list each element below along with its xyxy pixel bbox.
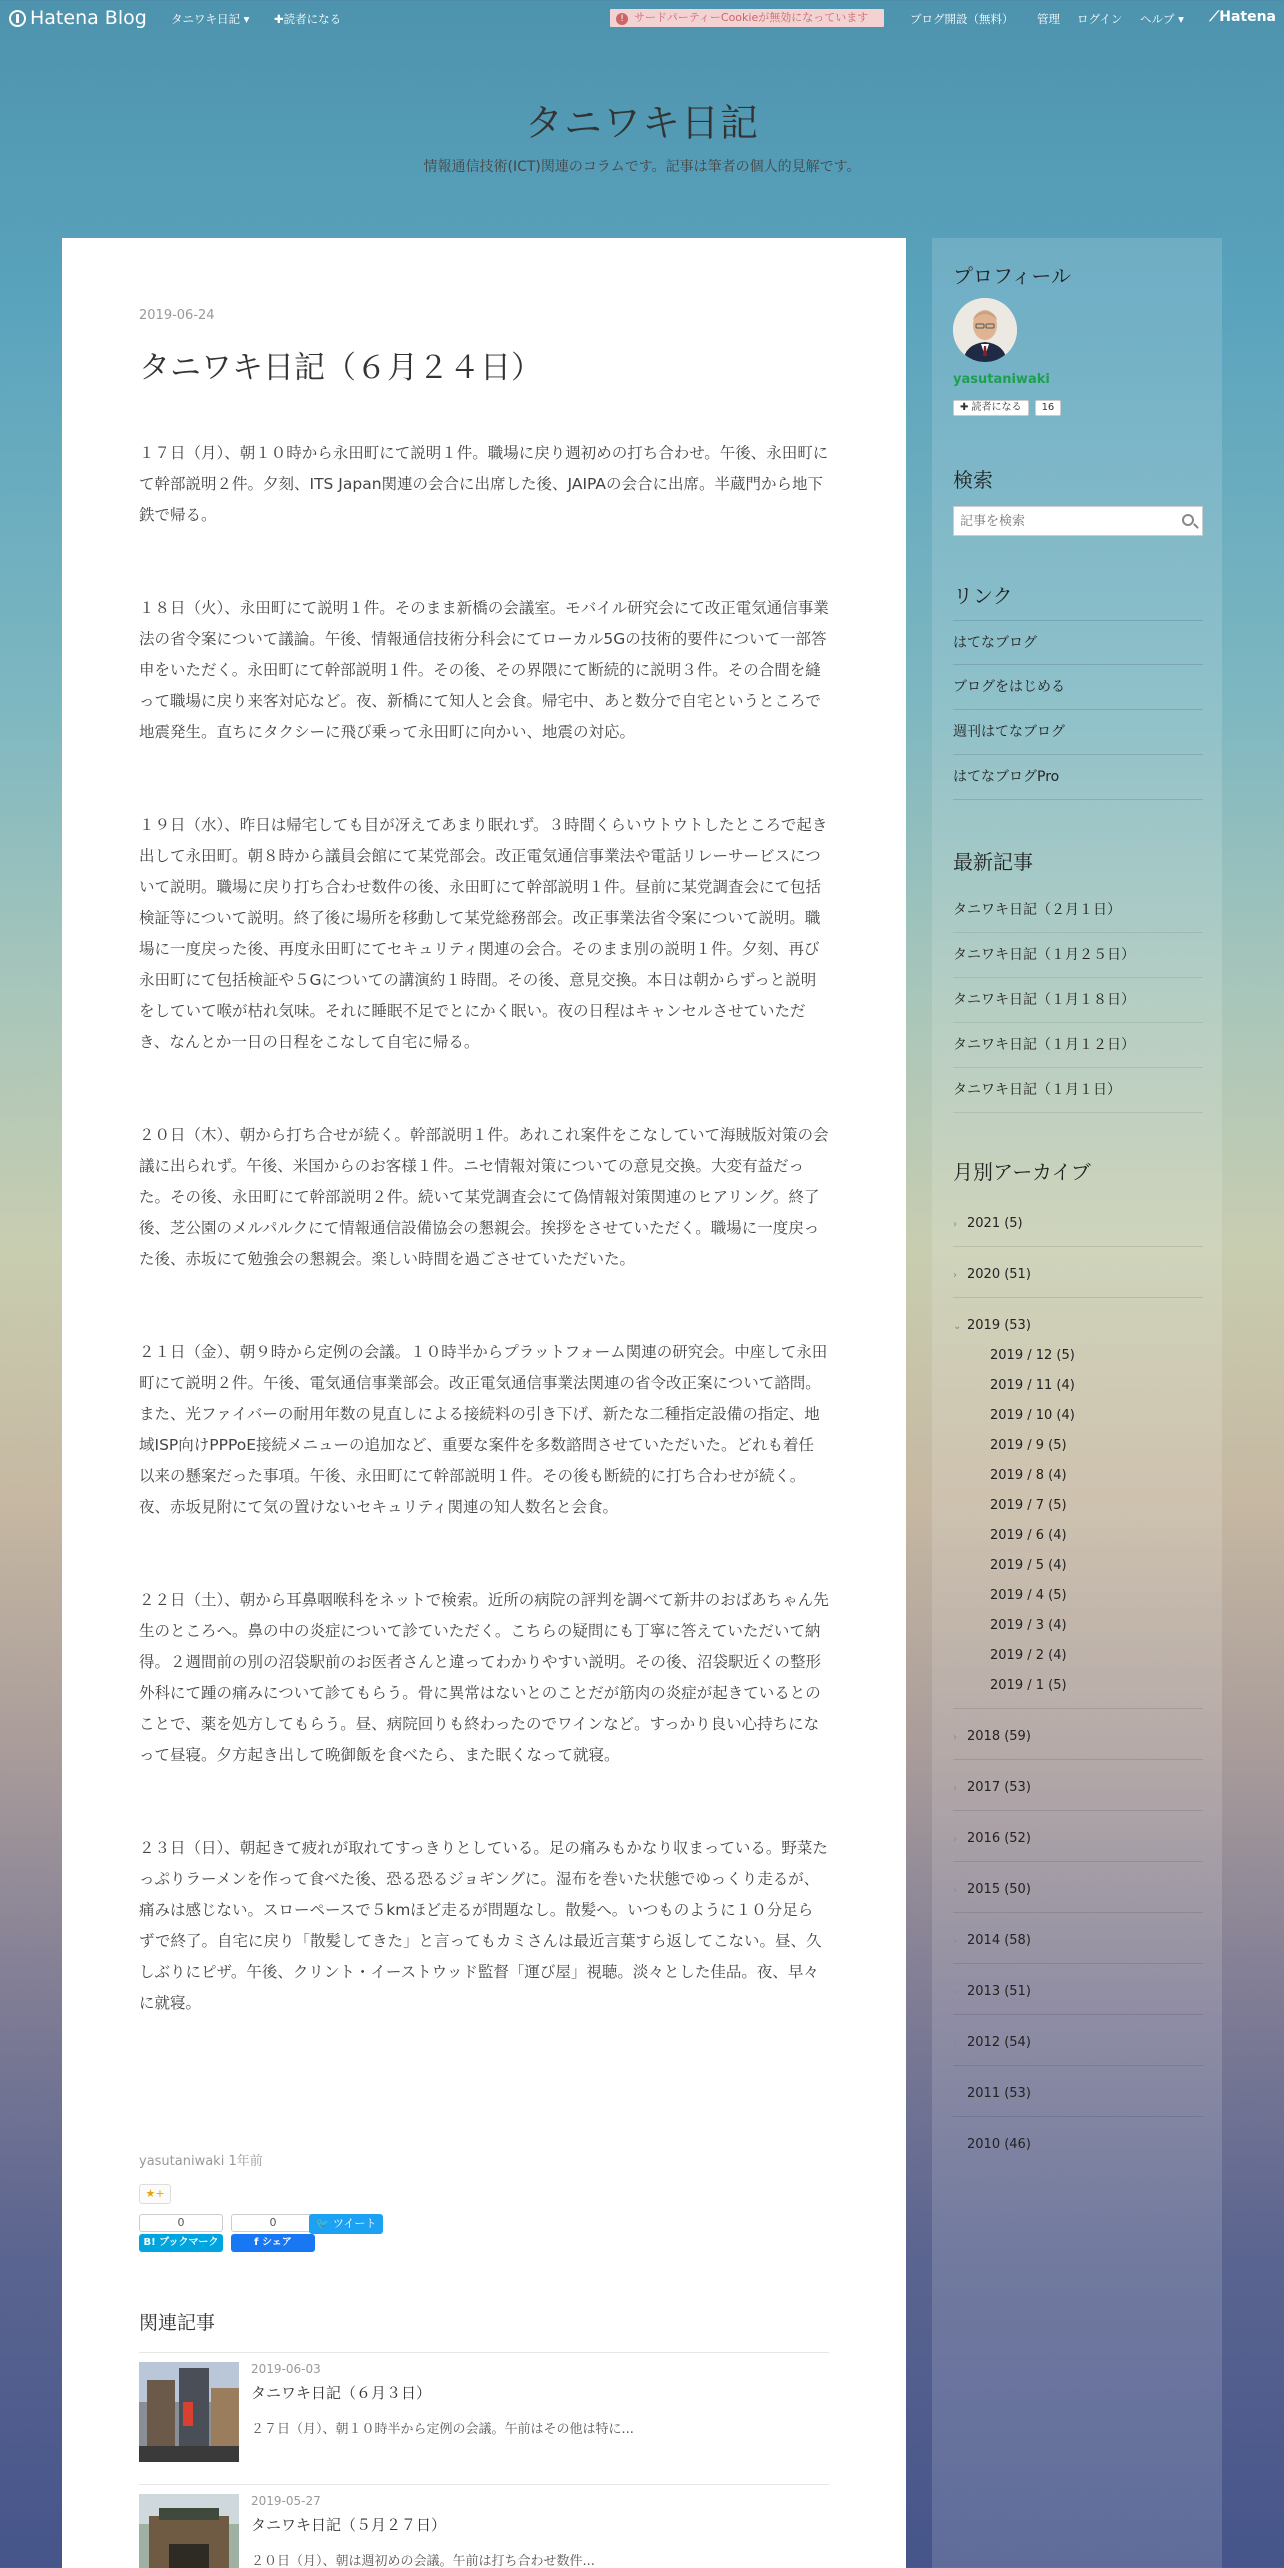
bookmark-count[interactable]: 0 <box>139 2214 223 2232</box>
article-paragraph: ２２日（土）、朝から耳鼻咽喉科をネットで検索。近所の病院の評判を調べて新井のおばあちゃん先生のところへ。鼻の中の炎症について診ていただく。こちらの疑問にも丁寧に答えていただいて納得。２週間前の別の沼袋駅前のお医者さんと違ってわかりやすい説明。その後、沼袋駅近くの整形外科にて踵の痛みについて診てもらう。骨に異常はないとのことだが筋肉の炎症が起きているとのことで、薬を処方してもらう。昼、病院回りも終わったのでワインなど。すっかり良い心持ちになって昼寝。夕方起き出して晩御飯を食べたら、また眠くなって就寝。 <box>139 1591 829 1764</box>
divider <box>953 1297 1203 1298</box>
archive-month[interactable]: 2019 / 1 (5) <box>990 1678 1067 1693</box>
search-icon[interactable] <box>1182 514 1194 526</box>
article-title[interactable]: タニワキ日記（６月２４日） <box>139 350 542 386</box>
archive-month[interactable]: 2019 / 6 (4) <box>990 1528 1067 1543</box>
manage-link[interactable]: 管理 <box>1037 12 1060 26</box>
profile-avatar[interactable] <box>953 298 1017 362</box>
related-title[interactable]: タニワキ日記（６月３日） <box>251 2384 432 2402</box>
archive-year[interactable] <box>953 1880 1203 1900</box>
recent-entry[interactable]: タニワキ日記（２月１日） <box>953 888 1203 933</box>
related-thumbnail[interactable] <box>139 2362 239 2462</box>
recent-entry[interactable]: タニワキ日記（１月１日） <box>953 1068 1203 1113</box>
search-input[interactable] <box>954 507 1164 535</box>
login-link[interactable]: ログイン <box>1077 12 1123 26</box>
divider <box>953 1708 1203 1709</box>
hatena-logo-small-icon: ⟋ <box>1209 9 1220 25</box>
open-blog-link[interactable]: ブログ開設（無料） <box>910 12 1014 26</box>
archive-year-label: 2016 (52) <box>967 1831 1031 1846</box>
hatena-label: Hatena <box>1219 9 1276 25</box>
related-item[interactable] <box>139 2494 829 2568</box>
divider <box>953 1759 1203 1760</box>
archive-year[interactable] <box>953 1931 1203 1951</box>
archive-month[interactable]: 2019 / 8 (4) <box>990 1468 1067 1483</box>
related-title[interactable]: タニワキ日記（５月２７日） <box>251 2516 447 2534</box>
add-star-button[interactable]: ★+ <box>139 2184 171 2204</box>
related-date: 2019-06-03 <box>251 2362 321 2376</box>
archive-year[interactable] <box>953 1727 1203 1747</box>
archive-year-label: 2017 (53) <box>967 1780 1031 1795</box>
article-body <box>139 438 829 2081</box>
sidebar <box>932 238 1222 2568</box>
chevron-right-icon: › <box>953 1936 957 1947</box>
divider <box>139 2352 829 2353</box>
recent-entry[interactable]: タニワキ日記（１月２５日） <box>953 933 1203 978</box>
search-heading: 検索 <box>953 468 993 492</box>
archive-year[interactable] <box>953 2135 1203 2155</box>
follower-count[interactable]: 16 <box>1035 400 1062 416</box>
archive-month[interactable]: 2019 / 5 (4) <box>990 1558 1067 1573</box>
related-date: 2019-05-27 <box>251 2494 321 2508</box>
recent-entry[interactable]: タニワキ日記（１月１８日） <box>953 978 1203 1023</box>
chevron-right-icon: › <box>953 1885 957 1896</box>
article-paragraph: １８日（火）、永田町にて説明１件。そのまま新橋の会議室。モバイル研究会にて改正電気通信事業法の省令案について議論。午後、情報通信技術分科会にてローカル5Gの技術的要件について一部答申をいただく。永田町にて幹部説明１件。その後、その界隈にて断続的に説明３件。その合間を縫って職場に戻り来客対応など。夜、新橋にて知人と会食。帰宅中、あと数分で自宅というところで地震発生。直ちにタクシーに飛び乗って永田町に向かい、地震の対応。 <box>139 599 829 741</box>
archive-year-label: 2020 (51) <box>967 1267 1031 1282</box>
article-paragraph: １７日（月）、朝１０時から永田町にて説明１件。職場に戻り週初めの打ち合わせ。午後、永田町にて幹部説明２件。夕刻、ITS Japan関連の会合に出席した後、JAIPAの会合に出席。半蔵門から地下鉄で帰る。 <box>139 444 829 524</box>
bookmark-button[interactable]: B! ブックマーク <box>139 2234 223 2252</box>
chevron-right-icon: › <box>953 2038 957 2049</box>
archive-month[interactable]: 2019 / 9 (5) <box>990 1438 1067 1453</box>
links-heading: リンク <box>953 584 1013 608</box>
cookie-notice[interactable] <box>610 9 884 27</box>
global-header <box>0 0 1284 38</box>
archive-year-label: 2010 (46) <box>967 2137 1031 2152</box>
article-paragraph: ２１日（金）、朝９時から定例の会議。１０時半からプラットフォーム関連の研究会。中座して永田町にて説明２件。午後、電気通信事業部会。改正電気通信事業法関連の省令改正案について諮問。また、光ファイバーの耐用年数の見直しによる接続料の引き下げ、新たな二種指定設備の指定、地域ISP向けPPPoE接続メニューの追加など、重要な案件を多数諮問させていただいた。どれも着任以来の懸案だった事項。午後、永田町にて幹部説明１件。その後も断続的に打ち合わせが続く。夜、赤坂見附にて気の置けないセキュリティ関連の知人数名と会食。 <box>139 1343 828 1516</box>
archive-year[interactable] <box>953 1829 1203 1849</box>
related-snippet: ２７日（月）、朝１０時半から定例の会議。午前はその他は特に... <box>251 2422 634 2437</box>
article-paragraph: ２０日（木）、朝から打ち合せが続く。幹部説明１件。あれこれ案件をこなしていて海賊版対策の会議に出られず。午後、米国からのお客様１件。ニセ情報対策についての意見交換。大変有益だった。その後、永田町にて幹部説明２件。続いて某党調査会にて偽情報対策関連のヒアリング。終了後、芝公園のメルパルクにて情報通信設備協会の懇親会。挨拶をさせていただく。職場に一度戻った後、赤坂にて勉強会の懇親会。楽しい時間を過ごさせていただいた。 <box>139 1126 829 1268</box>
divider <box>953 2116 1203 2117</box>
follow-button[interactable]: ✚ 読者になる <box>953 400 1029 416</box>
facebook-share <box>231 2214 315 2252</box>
archive-month[interactable]: 2019 / 12 (5) <box>990 1348 1075 1363</box>
blog-title[interactable]: タニワキ日記 <box>524 101 759 145</box>
divider <box>953 2065 1203 2066</box>
chevron-right-icon: › <box>953 1219 957 1230</box>
recent-entry[interactable]: タニワキ日記（１月１２日） <box>953 1023 1203 1068</box>
article-date[interactable]: 2019-06-24 <box>139 308 215 323</box>
divider <box>953 1861 1203 1862</box>
divider <box>953 2014 1203 2015</box>
article-paragraph: １９日（水）、昨日は帰宅しても目が冴えてあまり眠れず。３時間くらいウトウトしたところで起き出して永田町。朝８時から議員会館にて某党部会。改正電気通信事業法や電話リレーサービスについて説明。職場に戻り打ち合わせ数件の後、永田町にて幹部説明１件。昼前に某党調査会にて包括検証等について説明。終了後に場所を移動して某党総務部会。改正事業法省令案について説明。職場に一度戻った後、再度永田町にてセキュリティ関連の会合。そのまま別の説明１件。夕刻、再び永田町にて包括検証や５Gについての講演約１時間。その後、意見交換。本日は朝からずっと説明をしていて喉が枯れ気味。それに睡眠不足でとにかく眠い。夜の日程はキャンセルさせていただき、なんとか一日の日程をこなして自宅に帰る。 <box>139 816 828 1051</box>
hatena-link[interactable] <box>1209 9 1276 25</box>
subscribe-link[interactable]: ✚読者になる <box>274 12 342 26</box>
archive-year-label: 2015 (50) <box>967 1882 1031 1897</box>
brand-label: Hatena Blog <box>30 7 147 29</box>
facebook-share-button[interactable]: f シェア <box>231 2234 315 2252</box>
profile-username[interactable]: yasutaniwaki <box>953 372 1050 387</box>
blog-description: 情報通信技術(ICT)関連のコラムです。記事は筆者の個人的見解です。 <box>423 159 861 175</box>
divider <box>953 1246 1203 1247</box>
archive-year[interactable] <box>953 1982 1203 2002</box>
archive-month[interactable]: 2019 / 2 (4) <box>990 1648 1067 1663</box>
archive-month[interactable]: 2019 / 10 (4) <box>990 1408 1075 1423</box>
profile-heading: プロフィール <box>953 264 1071 288</box>
archive-year[interactable] <box>953 1214 1203 1234</box>
chevron-right-icon: › <box>953 1783 957 1794</box>
hatena-logo-icon <box>9 10 26 27</box>
chevron-right-icon: › <box>953 1834 957 1845</box>
cookie-notice-text: サードパーティーCookieが無効になっています <box>634 11 869 24</box>
archive-month[interactable]: 2019 / 3 (4) <box>990 1618 1067 1633</box>
divider <box>953 1912 1203 1913</box>
hatena-blog-logo[interactable] <box>9 7 147 29</box>
bookmark-share <box>139 2214 223 2252</box>
archive-year-open[interactable] <box>953 1316 1203 1336</box>
archive-year[interactable] <box>953 2084 1203 2104</box>
archive-year-label: 2018 (59) <box>967 1729 1031 1744</box>
blog-menu[interactable]: タニワキ日記 ▾ <box>171 12 250 26</box>
search-box <box>953 506 1203 536</box>
related-thumbnail[interactable] <box>139 2494 239 2568</box>
archive-year[interactable] <box>953 1778 1203 1798</box>
archive-year[interactable] <box>953 2033 1203 2053</box>
sidebar-link[interactable]: はてなブログ <box>953 620 1203 665</box>
chevron-right-icon: › <box>953 1987 957 1998</box>
divider <box>953 1963 1203 1964</box>
archive-year-label: 2011 (53) <box>967 2086 1031 2101</box>
sidebar-link[interactable]: はてなブログPro <box>953 755 1203 800</box>
chevron-right-icon: › <box>953 1270 957 1281</box>
archive-year-label: 2021 (5) <box>967 1216 1023 1231</box>
info-icon: ! <box>616 13 628 25</box>
share-count[interactable]: 0 <box>231 2214 315 2232</box>
tweet-button[interactable]: 🐦 ツイート <box>309 2214 383 2234</box>
article-footer[interactable]: yasutaniwaki 1年前 <box>139 2154 263 2169</box>
archive-heading: 月別アーカイブ <box>953 1160 1091 1184</box>
archive-month[interactable]: 2019 / 11 (4) <box>990 1378 1075 1393</box>
chevron-right-icon: › <box>953 1732 957 1743</box>
archive-year-label: 2014 (58) <box>967 1933 1031 1948</box>
main-content <box>62 238 906 2568</box>
archive-month[interactable]: 2019 / 7 (5) <box>990 1498 1067 1513</box>
chevron-down-icon: ⌄ <box>953 1321 962 1332</box>
archive-year[interactable] <box>953 1265 1203 1285</box>
avatar-image <box>953 298 1017 362</box>
sidebar-link[interactable]: ブログをはじめる <box>953 665 1203 710</box>
follow-area <box>953 400 1061 416</box>
chevron-right-icon: › <box>953 2089 957 2100</box>
help-menu[interactable]: ヘルプ ▾ <box>1140 12 1184 26</box>
archive-year-label: 2013 (51) <box>967 1984 1031 1999</box>
recent-heading: 最新記事 <box>953 850 1033 874</box>
divider <box>953 1810 1203 1811</box>
sidebar-link[interactable]: 週刊はてなブログ <box>953 710 1203 755</box>
archive-year-label: 2019 (53) <box>967 1318 1031 1333</box>
related-heading: 関連記事 <box>139 2312 216 2334</box>
divider <box>139 2484 829 2485</box>
related-snippet: ２０日（月）、朝は週初めの会議。午前は打ち合わせ数件... <box>251 2554 595 2568</box>
chevron-right-icon: › <box>953 2140 957 2151</box>
archive-year-label: 2012 (54) <box>967 2035 1031 2050</box>
article-paragraph: ２３日（日）、朝起きて疲れが取れてすっきりとしている。足の痛みもかなり収まっている。野菜たっぷりラーメンを作って食べた後、恐る恐るジョギングに。湿布を巻いた状態でゆっくり走るが、痛みは感じない。スローペースで５kmほど走るが問題なし。散髪へ。いつものように１０分足らずで終了。自宅に戻り「散髪してきた」と言ってもカミさんは最近言葉すら返してこない。昼、久しぶりにピザ。午後、クリント・イーストウッド監督「運び屋」視聴。淡々とした佳品。夜、早々に就寝。 <box>139 1839 828 2012</box>
related-item[interactable] <box>139 2362 829 2462</box>
archive-month[interactable]: 2019 / 4 (5) <box>990 1588 1067 1603</box>
